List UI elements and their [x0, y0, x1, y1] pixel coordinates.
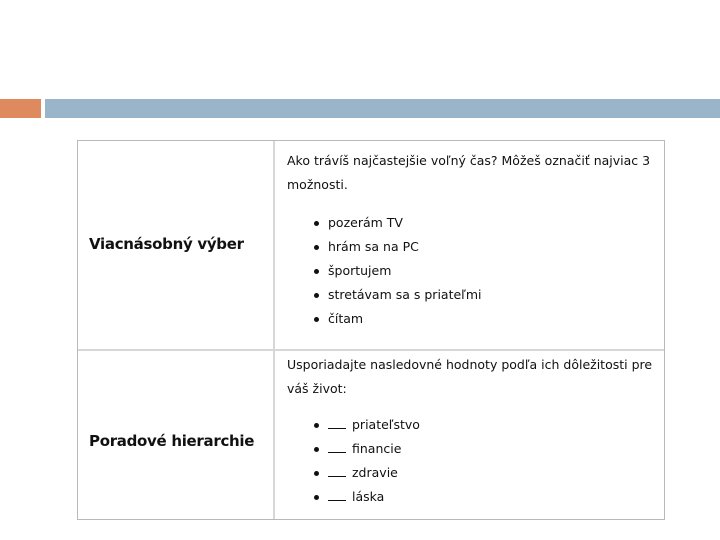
rank-blank — [328, 487, 346, 501]
bullet-icon — [314, 221, 319, 226]
list-item — [314, 485, 663, 509]
option-label: láska — [352, 489, 385, 504]
option-label: stretávam sa s priateľmi — [328, 287, 482, 302]
rank-blank — [328, 415, 346, 429]
list-item — [314, 283, 663, 307]
bullet-icon — [314, 317, 319, 322]
option-label: pozerám TV — [328, 215, 403, 230]
bullet-icon — [314, 245, 319, 250]
row-label: Viacnásobný výber — [89, 235, 244, 253]
row-label: Poradové hierarchie — [89, 432, 255, 450]
bullet-icon — [314, 495, 319, 500]
list-item — [314, 259, 663, 283]
option-label: športujem — [328, 263, 392, 278]
question-text: Ako trávíš najčastejšie voľný čas? Môžeš označiť najviac 3 možnosti. — [287, 153, 651, 192]
option-label: hrám sa na PC — [328, 239, 419, 254]
option-label: zdravie — [352, 465, 398, 480]
title-accent-bar-orange — [0, 99, 41, 118]
bullet-icon — [314, 447, 319, 452]
bullet-icon — [314, 293, 319, 298]
row-content — [287, 353, 663, 509]
question-text: Usporiadajte nasledovné hodnoty podľa ich dôležitosti pre váš život: — [287, 357, 653, 396]
rank-blank — [328, 463, 346, 477]
table-row-multiple-choice — [78, 141, 664, 349]
table-row-ranking — [78, 349, 664, 521]
bullet-icon — [314, 423, 319, 428]
bullet-icon — [314, 471, 319, 476]
bullet-icon — [314, 269, 319, 274]
question-types-table — [77, 140, 665, 520]
list-item — [314, 461, 663, 485]
row-content — [287, 149, 663, 331]
list-item — [314, 307, 663, 331]
list-item — [314, 235, 663, 259]
option-label: čítam — [328, 311, 364, 326]
list-item — [314, 437, 663, 461]
title-accent-bar-blue — [45, 99, 720, 118]
list-item — [314, 211, 663, 235]
option-label: priateľstvo — [352, 417, 420, 432]
list-item — [314, 413, 663, 437]
option-list — [287, 413, 663, 509]
option-label: financie — [352, 441, 402, 456]
option-list — [287, 211, 663, 331]
rank-blank — [328, 439, 346, 453]
